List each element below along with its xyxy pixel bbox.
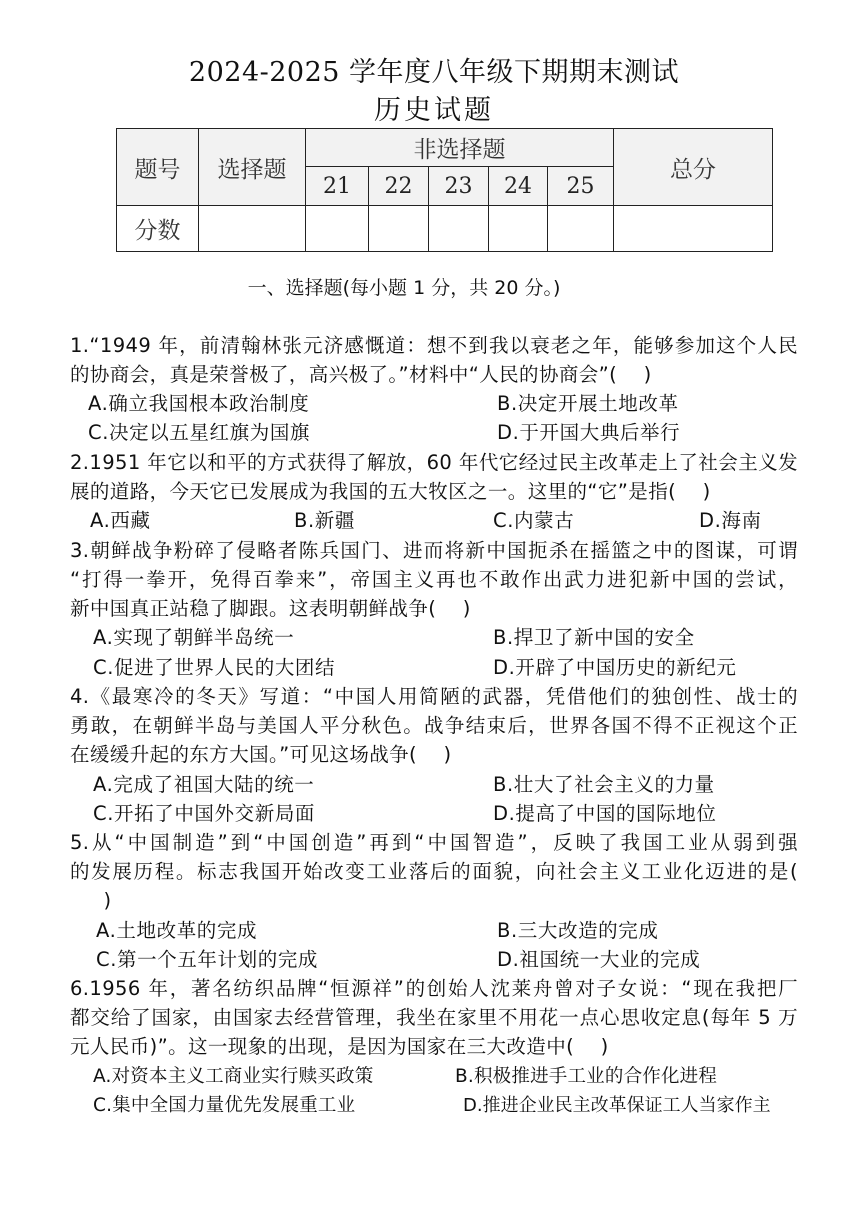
question-2-line-1: 2.1951 年它以和平的方式获得了解放，60 年代它经过民主改革走上了社会主义发 <box>70 451 798 474</box>
question-1-line-2: 的协商会，真是荣誉极了，高兴极了。”材料中“人民的协商会”( ) <box>70 363 652 386</box>
question-6-line-3: 元人民币)”。这一现象的出现，是因为国家在三大改造中( ) <box>70 1035 609 1058</box>
question-6-line-1: 6.1956 年，著名纺织品牌“恒源祥”的创始人沈莱舟曾对子女说：“现在我把厂 <box>70 977 798 1000</box>
score-table-header-zongfen: 总分 <box>614 129 773 206</box>
score-table-row-fenshu: 分数 <box>117 206 199 252</box>
question-4-option-a[interactable]: A.完成了祖国大陆的统一 <box>93 773 315 796</box>
score-table-num-22: 22 <box>369 167 429 206</box>
question-3-line-3: 新中国真正站稳了脚跟。这表明朝鲜战争( ) <box>70 597 471 620</box>
question-5-line-1: 5.从“中国制造”到“中国创造”再到“中国智造”，反映了我国工业从弱到强 <box>70 831 798 854</box>
question-6-line-2: 都交给了国家，由国家去经营管理，我坐在家里不用花一点心思收定息(每年 5 万 <box>70 1006 798 1029</box>
question-4-option-c[interactable]: C.开拓了中国外交新局面 <box>93 802 316 825</box>
question-2-option-a[interactable]: A.西藏 <box>90 509 151 532</box>
question-4-line-2: 勇敢，在朝鲜半岛与美国人平分秋色。战争结束后，世界各国不得不正视这个正 <box>70 714 798 737</box>
score-cell-25[interactable] <box>548 206 614 252</box>
question-5-option-d[interactable]: D.祖国统一大业的完成 <box>497 948 701 971</box>
question-3-line-1: 3.朝鲜战争粉碎了侵略者陈兵国门、进而将新中国扼杀在摇篮之中的图谋，可谓 <box>70 539 798 562</box>
question-5-option-c[interactable]: C.第一个五年计划的完成 <box>96 948 319 971</box>
score-table <box>116 128 773 252</box>
question-1-option-b[interactable]: B.决定开展土地改革 <box>497 392 679 415</box>
question-5-option-b[interactable]: B.三大改造的完成 <box>497 919 659 942</box>
score-cell-24[interactable] <box>489 206 548 252</box>
question-3-option-d[interactable]: D.开辟了中国历史的新纪元 <box>493 656 737 679</box>
score-cell-22[interactable] <box>369 206 429 252</box>
score-table-header-xuanze: 选择题 <box>199 129 306 206</box>
question-2-option-b[interactable]: B.新疆 <box>294 509 355 532</box>
score-cell-xuanze[interactable] <box>199 206 306 252</box>
question-1-option-a[interactable]: A.确立我国根本政治制度 <box>88 392 310 415</box>
score-cell-total[interactable] <box>614 206 773 252</box>
score-table-num-21: 21 <box>306 167 369 206</box>
score-table-header-tihao: 题号 <box>117 129 199 206</box>
question-3-option-c[interactable]: C.促进了世界人民的大团结 <box>93 656 336 679</box>
score-table-num-24: 24 <box>489 167 548 206</box>
question-4-option-d[interactable]: D.提高了中国的国际地位 <box>493 802 717 825</box>
question-5-option-a[interactable]: A.土地改革的完成 <box>96 919 258 942</box>
question-2-option-d[interactable]: D.海南 <box>699 509 762 532</box>
section-heading: 一、选择题(每小题 1 分，共 20 分。) <box>247 277 561 299</box>
question-5-line-2: 的发展历程。标志我国开始改变工业落后的面貌，向社会主义工业化迈进的是( <box>70 860 798 883</box>
exam-title: 2024-2025 学年度八年级下期期末测试 <box>188 57 680 88</box>
question-6-option-c[interactable]: C.集中全国力量优先发展重工业 <box>93 1095 356 1116</box>
score-table-header-feixuanze: 非选择题 <box>306 129 614 167</box>
question-1-line-1: 1.“1949 年，前清翰林张元济感慨道：想不到我以衰老之年，能够参加这个人民 <box>70 334 798 357</box>
question-2-line-2: 展的道路，今天它已发展成为我国的五大牧区之一。这里的“它”是指( ) <box>70 480 711 503</box>
score-table-num-25: 25 <box>548 167 614 206</box>
question-3-option-b[interactable]: B.捍卫了新中国的安全 <box>493 626 695 649</box>
score-table-num-23: 23 <box>429 167 489 206</box>
question-6-option-b[interactable]: B.积极推进手工业的合作化进程 <box>455 1066 718 1087</box>
question-3-option-a[interactable]: A.实现了朝鲜半岛统一 <box>93 626 295 649</box>
question-2-option-c[interactable]: C.内蒙古 <box>493 509 575 532</box>
question-1-option-c[interactable]: C.决定以五星红旗为国旗 <box>88 421 311 444</box>
score-cell-23[interactable] <box>429 206 489 252</box>
question-4-option-b[interactable]: B.壮大了社会主义的力量 <box>493 773 715 796</box>
question-3-line-2: “打得一拳开，免得百拳来”，帝国主义再也不敢作出武力进犯新中国的尝试， <box>70 568 798 591</box>
score-cell-21[interactable] <box>306 206 369 252</box>
question-6-option-d[interactable]: D.推进企业民主改革保证工人当家作主 <box>463 1095 771 1116</box>
question-4-line-3: 在缓缓升起的东方大国。”可见这场战争( ) <box>70 743 452 766</box>
question-5-line-3: ) <box>84 889 112 912</box>
question-6-option-a[interactable]: A.对资本主义工商业实行赎买政策 <box>93 1066 374 1087</box>
exam-subtitle: 历史试题 <box>374 95 494 126</box>
question-4-line-1: 4.《最寒冷的冬天》写道：“中国人用简陋的武器，凭借他们的独创性、战士的 <box>70 685 798 708</box>
question-1-option-d[interactable]: D.于开国大典后举行 <box>497 421 681 444</box>
